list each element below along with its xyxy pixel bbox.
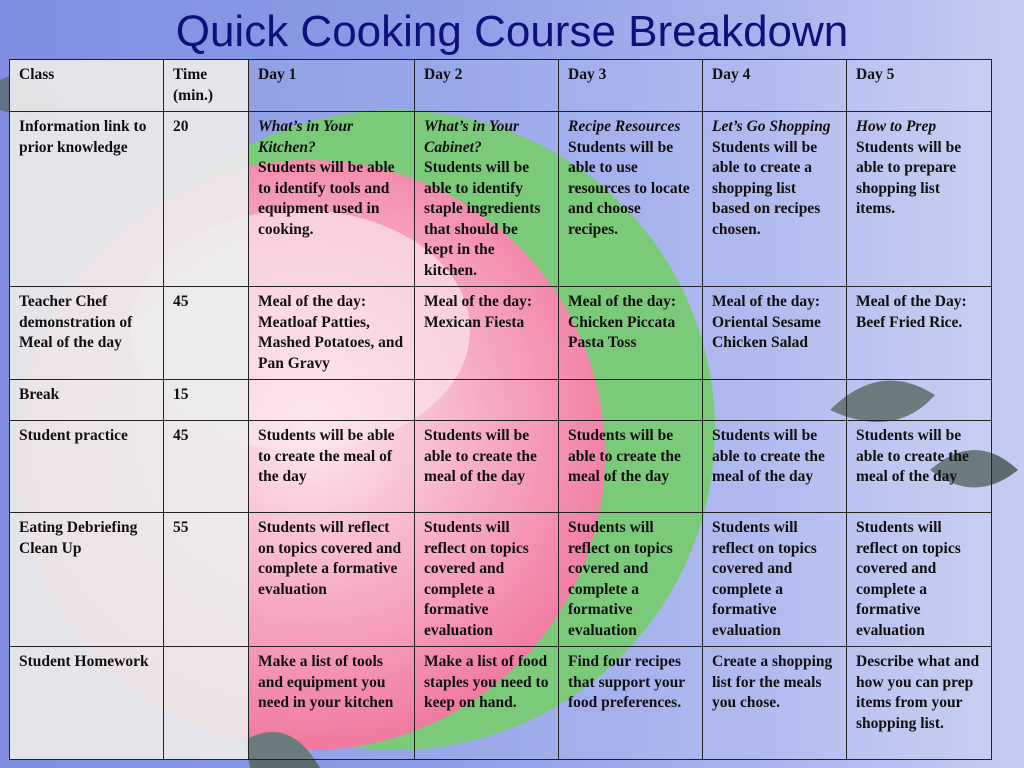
day-cell: Describe what and how you can prep items from your shopping list. <box>847 647 992 760</box>
day-text: Students will be able to use resources to locate and choose recipes. <box>568 138 690 238</box>
row-class-cell: Eating Debriefing Clean Up <box>10 513 164 647</box>
day-cell <box>249 112 415 287</box>
day-cell: Students will reflect on topics covered and complete a formative evaluation <box>847 513 992 647</box>
day-topic: Recipe Resources <box>568 118 681 135</box>
day-topic: How to Prep <box>856 118 937 135</box>
row-class-cell: Student Homework <box>10 647 164 760</box>
header-day-4: Day 4 <box>703 60 847 112</box>
row-time-cell: 55 <box>164 513 249 647</box>
day-cell: Students will be able to create the meal of the day <box>559 421 703 513</box>
row-time-cell: 20 <box>164 112 249 287</box>
header-day-5: Day 5 <box>847 60 992 112</box>
day-cell <box>703 380 847 421</box>
row-time-cell: 15 <box>164 380 249 421</box>
day-cell: Meal of the day: Meatloaf Patties, Mashed Potatoes, and Pan Gravy <box>249 287 415 380</box>
day-cell: Find four recipes that support your food preferences. <box>559 647 703 760</box>
header-class: Class <box>10 60 164 112</box>
day-cell <box>847 380 992 421</box>
row-time-cell: 45 <box>164 421 249 513</box>
table-row <box>10 380 992 421</box>
header-day-1: Day 1 <box>249 60 415 112</box>
day-cell: Meal of the day: Mexican Fiesta <box>415 287 559 380</box>
day-cell <box>249 380 415 421</box>
day-cell <box>415 112 559 287</box>
row-time-cell: 45 <box>164 287 249 380</box>
table-row <box>10 513 992 647</box>
day-cell <box>415 380 559 421</box>
header-row <box>10 60 992 112</box>
day-text: Students will be able to identify tools and equipment used in cooking. <box>258 159 395 238</box>
day-text: Students will be able to create a shopping list based on recipes chosen. <box>712 138 821 238</box>
day-cell: Make a list of food staples you need to keep on hand. <box>415 647 559 760</box>
day-cell: Meal of the day: Chicken Piccata Pasta Toss <box>559 287 703 380</box>
row-class-cell: Student practice <box>10 421 164 513</box>
day-cell <box>559 380 703 421</box>
day-text: Students will be able to prepare shopping list items. <box>856 138 962 217</box>
day-cell: Students will reflect on topics covered and complete a formative evaluation <box>559 513 703 647</box>
table-row <box>10 112 992 287</box>
slide-title: Quick Cooking Course Breakdown <box>175 7 849 56</box>
row-class-cell: Information link to prior knowledge <box>10 112 164 287</box>
row-time-cell <box>164 647 249 760</box>
day-cell: Students will be able to create the meal of the day <box>847 421 992 513</box>
day-topic: What’s in Your Cabinet? <box>424 118 520 156</box>
table-row <box>10 287 992 380</box>
table-row <box>10 647 992 760</box>
day-cell: Students will reflect on topics covered and complete a formative evaluation <box>249 513 415 647</box>
day-cell: Meal of the day: Oriental Sesame Chicken Salad <box>703 287 847 380</box>
header-day-3: Day 3 <box>559 60 703 112</box>
header-day-2: Day 2 <box>415 60 559 112</box>
day-topic: What’s in Your Kitchen? <box>258 118 354 156</box>
day-cell: Students will reflect on topics covered and complete a formative evaluation <box>703 513 847 647</box>
day-cell: Students will be able to create the meal of the day <box>249 421 415 513</box>
day-cell: Create a shopping list for the meals you chose. <box>703 647 847 760</box>
table-row <box>10 421 992 513</box>
course-breakdown-table <box>9 59 992 760</box>
day-cell: Meal of the Day: Beef Fried Rice. <box>847 287 992 380</box>
day-text: Students will be able to identify staple ingredients that should be kept in the kitchen. <box>424 159 541 279</box>
day-topic: Let’s Go Shopping <box>712 118 831 135</box>
day-cell: Make a list of tools and equipment you need in your kitchen <box>249 647 415 760</box>
day-cell <box>703 112 847 287</box>
day-cell <box>847 112 992 287</box>
row-class-cell: Teacher Chef demonstration of Meal of the day <box>10 287 164 380</box>
header-time: Time (min.) <box>164 60 249 112</box>
day-cell: Students will reflect on topics covered and complete a formative evaluation <box>415 513 559 647</box>
row-class-cell: Break <box>10 380 164 421</box>
day-cell: Students will be able to create the meal of the day <box>415 421 559 513</box>
day-cell <box>559 112 703 287</box>
day-cell: Students will be able to create the meal of the day <box>703 421 847 513</box>
